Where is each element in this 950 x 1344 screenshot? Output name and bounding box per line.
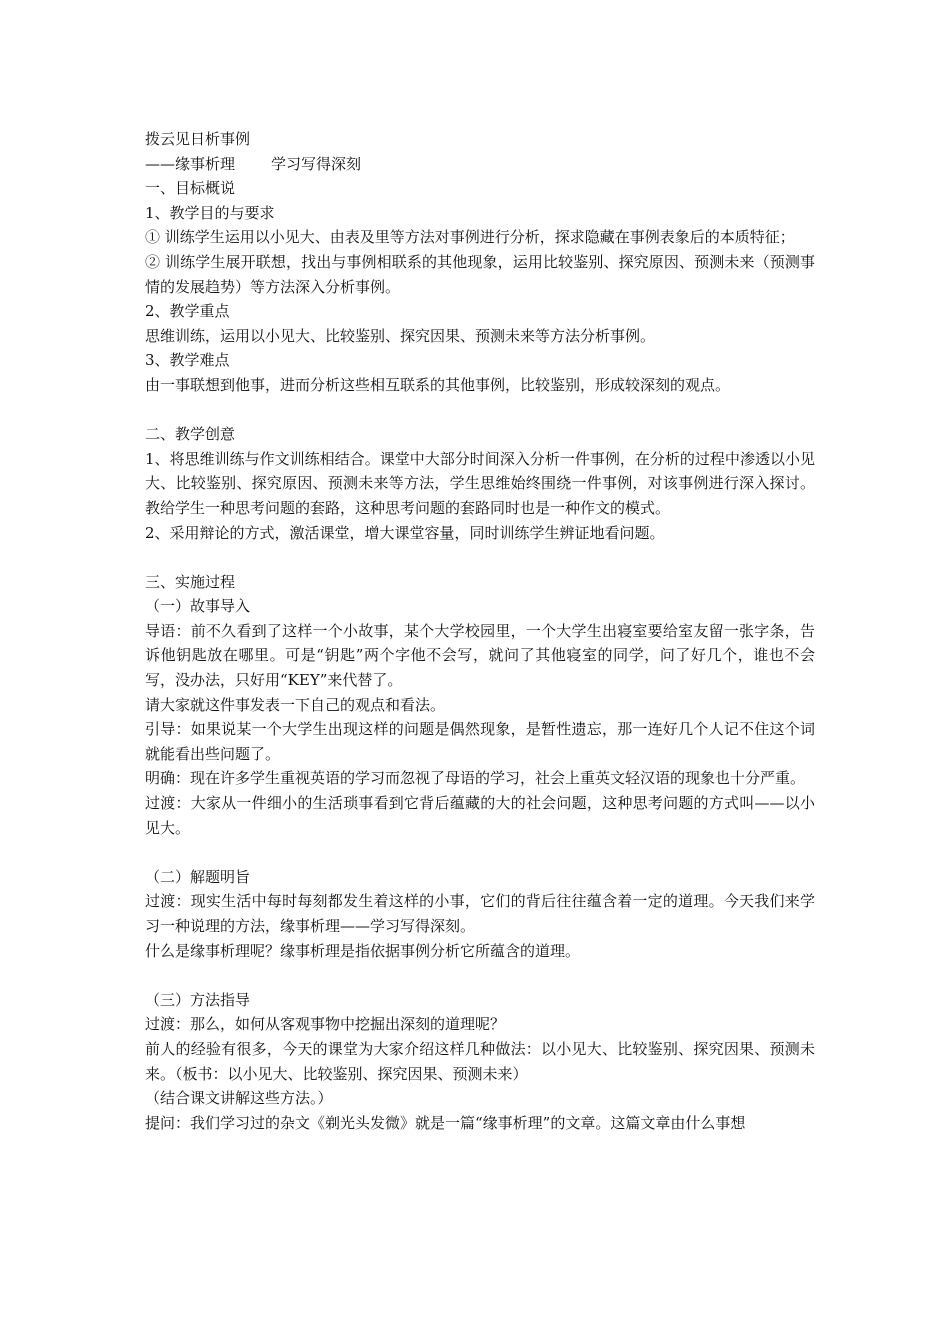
subsection-heading: （二）解题明旨 (145, 867, 251, 886)
paragraph: 过渡：大家从一件细小的生活琐事看到它背后蕴藏的大的社会问题，这种思考问题的方式叫——以小见大。 (145, 794, 815, 837)
subtitle-part-a: ——缘事析理 (145, 154, 236, 173)
document-title: 拨云见日析事例 (145, 130, 251, 148)
document-page (145, 127, 815, 1135)
subsection-heading: 1、教学目的与要求 (145, 203, 275, 222)
section-heading: 一、目标概说 (145, 179, 236, 198)
subtitle-part-b: 学习写得深刻 (271, 154, 362, 173)
spacer (145, 545, 815, 570)
paragraph: 过渡：那么，如何从客观事物中挖掘出深刻的道理呢？ (145, 1015, 506, 1034)
paragraph: 由一事联想到他事，进而分析这些相互联系的其他事例，比较鉴别，形成较深刻的观点。 (145, 375, 731, 394)
paragraph: 明确：现在许多学生重视英语的学习而忽视了母语的学习，社会上重英文轻汉语的现象也十分严重。 (145, 769, 806, 788)
document-subtitle (145, 152, 815, 177)
paragraph: 思维训练，运用以小见大、比较鉴别、探究因果、预测未来等方法分析事例。 (145, 326, 656, 345)
paragraph: 什么是缘事析理呢？缘事析理是指依据事例分析它所蕴含的道理。 (145, 941, 581, 960)
paragraph: 导语：前不久看到了这样一个小故事，某个大学校园里，一个大学生出寝室要给室友留一张字条，告诉他钥匙放在哪里。可是“钥匙”两个字他不会写，就问了其他寝室的同学，问了好几个，谁也不会写，没办法，只好用“KEY”来代替了。 (145, 621, 815, 690)
subsection-heading: （一）故事导入 (145, 597, 251, 616)
spacer (145, 398, 815, 423)
paragraph: 前人的经验有很多，今天的课堂为大家介绍这样几种做法：以小见大、比较鉴别、探究因果、预测未来。（板书：以小见大、比较鉴别、探究因果、预测未来） (145, 1039, 815, 1083)
section-heading: 三、实施过程 (145, 572, 236, 591)
paragraph: 引导：如果说某一个大学生出现这样的问题是偶然现象，是暂性遗忘，那一连好几个人记不住这个词就能看出些问题了。 (145, 720, 815, 763)
spacer (145, 840, 815, 865)
paragraph: 提问：我们学习过的杂文《剃光头发微》就是一篇“缘事析理”的文章。这篇文章由什么事想 (145, 1113, 746, 1132)
paragraph: （结合课文讲解这些方法。） (145, 1089, 333, 1108)
paragraph: 请大家就这件事发表一下自己的观点和看法。 (145, 695, 446, 714)
spacer (145, 963, 815, 988)
subsection-heading: 3、教学难点 (145, 351, 230, 370)
paragraph: 1、将思维训练与作文训练相结合。课堂中大部分时间深入分析一件事例，在分析的过程中渗透以小见大、比较鉴别、探究原因、预测未来等方法，学生思维始终围绕一件事例，对该事例进行深入探讨。教给学生一种思考问题的套路，这种思考问题的套路同时也是一种作文的模式。 (145, 449, 815, 517)
paragraph: ① 训练学生运用以小见大、由表及里等方法对事例进行分析，探求隐藏在事例表象后的本质特征； (145, 228, 795, 247)
paragraph: 2、采用辩论的方式，激活课堂，增大课堂容量，同时训练学生辨证地看问题。 (145, 523, 665, 542)
paragraph: 过渡：现实生活中每时每刻都发生着这样的小事，它们的背后往往蕴含着一定的道理。今天我们来学习一种说理的方法，缘事析理——学习写得深刻。 (145, 892, 815, 935)
section-heading: 二、教学创意 (145, 425, 236, 444)
paragraph: ② 训练学生展开联想，找出与事例相联系的其他现象，运用比较鉴别、探究原因、预测未来（预测事情的发展趋势）等方法深入分析事例。 (145, 252, 815, 296)
subsection-heading: （三）方法指导 (145, 990, 251, 1009)
subsection-heading: 2、教学重点 (145, 302, 230, 321)
